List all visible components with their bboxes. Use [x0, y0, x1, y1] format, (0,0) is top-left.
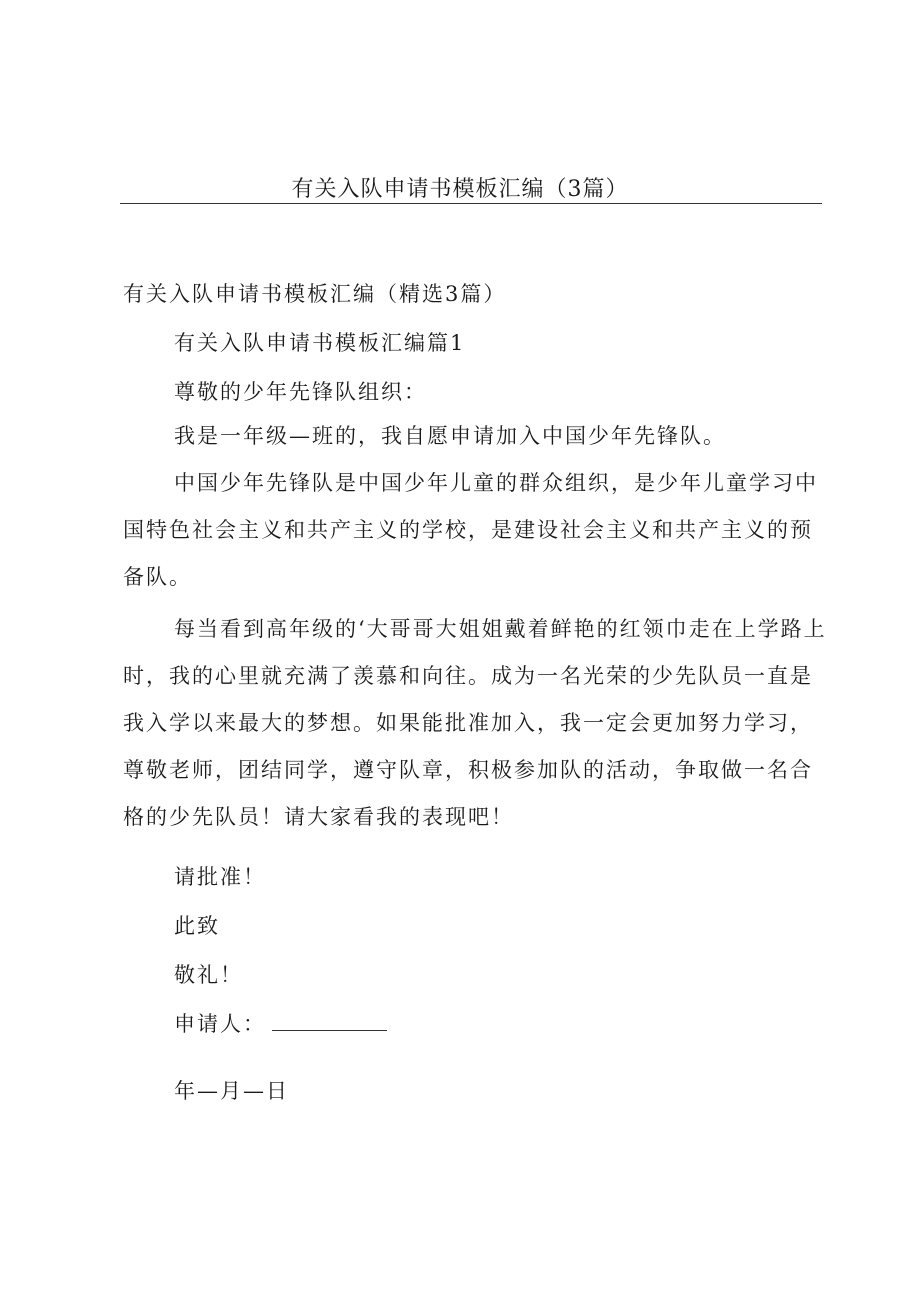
applicant-signature-blank: [272, 1029, 387, 1031]
request-line: 请批准！: [174, 865, 266, 889]
body-paragraph-1: 我是一年级—班的，我自愿申请加入中国少年先锋队。: [174, 424, 726, 448]
applicant-label: 申请人：: [174, 1012, 266, 1036]
date-line: 年—月—日: [174, 1079, 289, 1103]
document-title: 有关入队申请书模板汇编（3篇）: [291, 177, 629, 202]
closing-line-1: 此致: [174, 914, 220, 938]
section-heading: 有关入队申请书模板汇编篇1: [174, 331, 466, 355]
title-underline: [120, 203, 822, 204]
salutation: 尊敬的少年先锋队组织：: [174, 380, 427, 404]
body-paragraph-2: 中国少年先锋队是中国少年儿童的群众组织，是少年儿童学习中国特色社会主义和共产主义的学校，是建设社会主义和共产主义的预备队。: [123, 471, 818, 589]
closing-line-2: 敬礼！: [174, 963, 243, 987]
document-subtitle: 有关入队申请书模板汇编（精选3篇）: [123, 282, 507, 306]
applicant-line: [174, 1008, 387, 1038]
body-paragraph-3: 每当看到高年级的‘大哥哥大姐姐戴着鲜艳的红领巾走在上学路上时，我的心里就充满了羡慕和向往。成为一名光荣的少先队员一直是我入学以来最大的梦想。如果能批准加入，我一定会更加努力学习，尊敬老师，团结同学，遵守队章，积极参加队的活动，争取做一名合格的少先队员！请大家看我的表现吧！: [123, 617, 827, 829]
